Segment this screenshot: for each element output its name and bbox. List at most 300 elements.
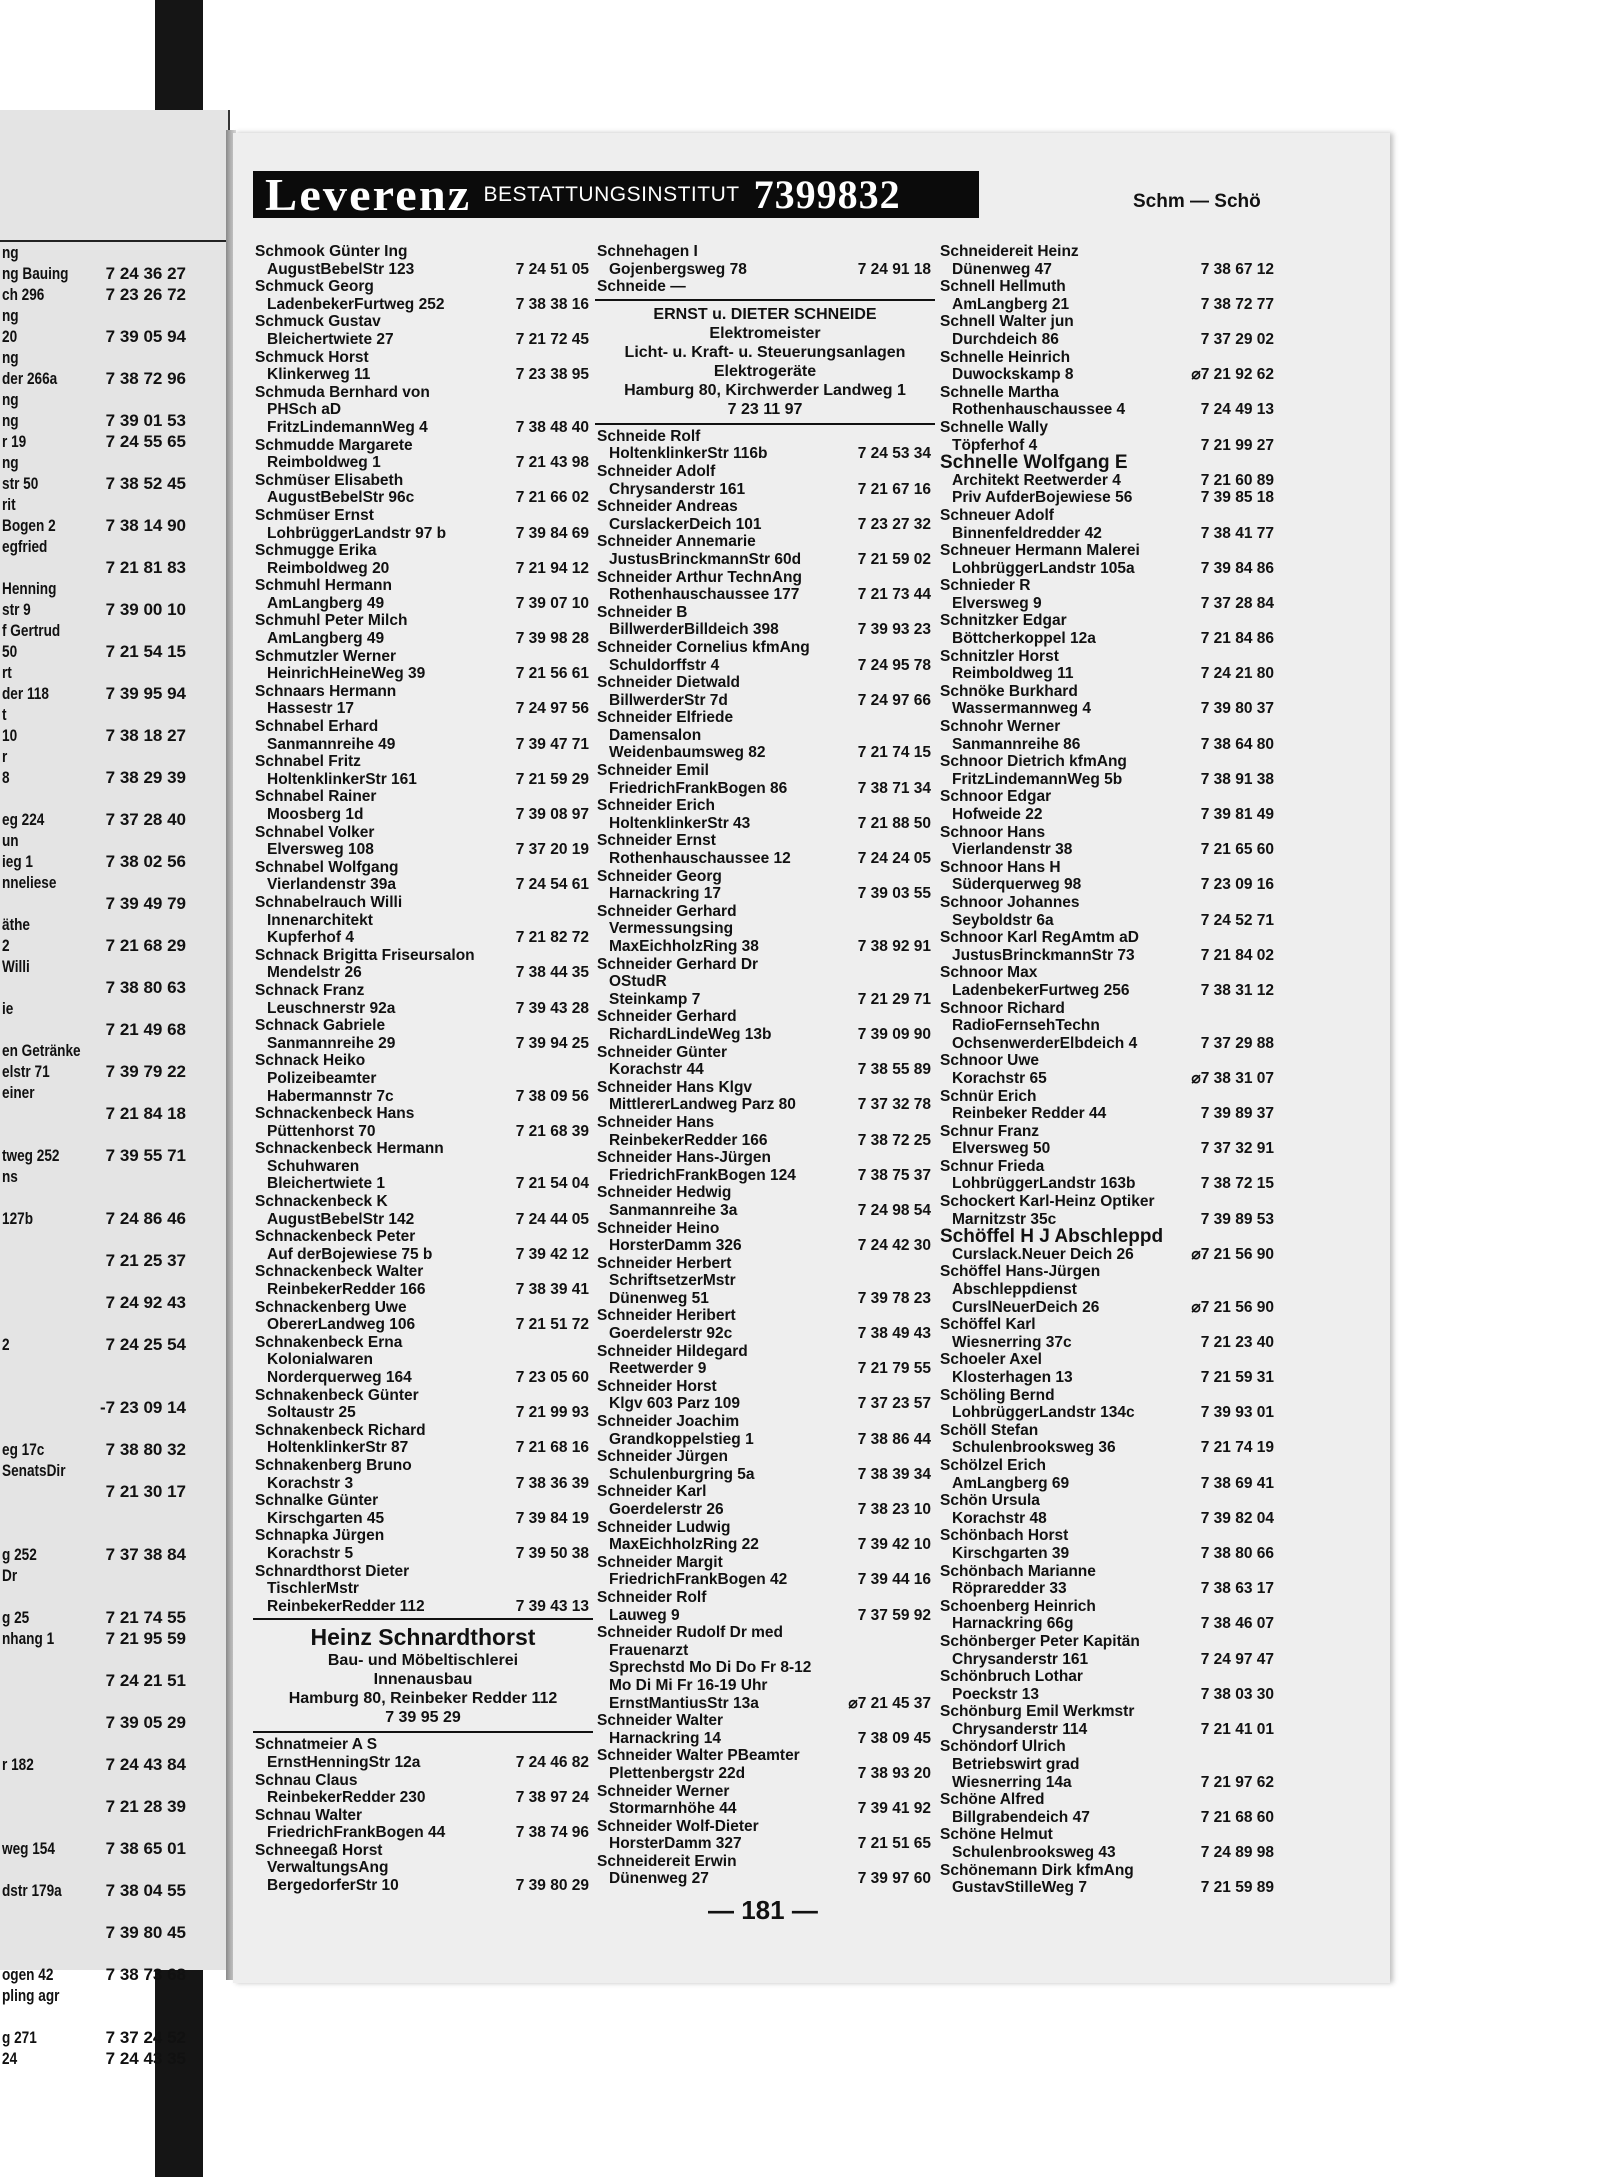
column-1 [253, 243, 593, 1895]
left-entry-phone: 7 21 25 37 [105, 1251, 186, 1270]
entry-name: Schnaars Hermann [255, 682, 397, 700]
directory-entry [253, 683, 593, 718]
left-entry-fragment: dstr 179a [2, 1881, 62, 1900]
directory-entry [938, 824, 1278, 859]
entry-detail: Elversweg 108 [267, 841, 374, 859]
entry-phone: 7 24 98 54 [857, 1201, 931, 1219]
entry-detail: AugustBebelStr 123 [267, 260, 415, 278]
directory-entry [253, 1193, 593, 1228]
directory-entry [253, 788, 593, 823]
right-page [233, 133, 1390, 1983]
entry-detail: Klinkerweg 11 [267, 366, 371, 384]
entry-phone: 7 39 03 55 [857, 885, 931, 903]
left-page-row [0, 1124, 220, 1146]
entry-detail: AugustBebelStr 96c [267, 489, 415, 507]
entry-name: Schölzel Erich [940, 1456, 1046, 1474]
entry-name: Schnitzker Edgar [940, 612, 1067, 630]
entry-phone: 7 39 44 16 [857, 1571, 931, 1589]
directory-entry [938, 313, 1278, 348]
left-page-row [0, 977, 220, 999]
entry-phone: 7 37 32 78 [857, 1096, 931, 1114]
directory-entry [253, 472, 593, 507]
entry-detail: HeinrichHeineWeg 39 [267, 665, 426, 683]
entry-phone: 7 21 59 89 [1200, 1879, 1274, 1897]
entry-name: Schneider Adolf [597, 462, 716, 480]
left-page-row [0, 1061, 220, 1083]
entry-detail: LadenbekerFurtweg 256 [952, 981, 1130, 999]
entry-phone: 7 39 82 04 [1200, 1509, 1274, 1527]
left-entry-fragment: g 252 [2, 1545, 37, 1564]
entry-phone: 7 21 79 55 [857, 1360, 931, 1378]
left-page-row [0, 1712, 220, 1734]
directory-entry [938, 1422, 1278, 1457]
entry-phone: 7 38 93 20 [857, 1764, 931, 1782]
entry-name: Schnalke Günter [255, 1492, 379, 1510]
left-page-row [0, 536, 220, 558]
left-entry-phone: 7 21 95 59 [105, 1629, 186, 1648]
left-page-row [0, 1376, 220, 1398]
left-entry-phone: 7 38 04 55 [105, 1881, 186, 1900]
entry-detail: ErnstHenningStr 12a [267, 1753, 421, 1771]
entry-name: Schneider Ernst [597, 832, 716, 850]
left-entry-phone: 7 21 84 18 [105, 1104, 186, 1123]
entry-detail: Chrysanderstr 161 [609, 480, 746, 498]
entry-name: Schneide — [597, 278, 686, 296]
entry-phone: 7 39 98 28 [515, 630, 589, 648]
entry-phone: 7 38 48 40 [515, 418, 589, 436]
entry-detail: ReinbekerRedder 230 [267, 1789, 426, 1807]
entry-detail: HorsterDamm 327 [609, 1835, 742, 1853]
left-page-row [0, 1691, 220, 1713]
entry-detail: Korachstr 44 [609, 1061, 704, 1079]
entry-detail: BillwerderStr 7d [609, 691, 728, 709]
left-entry-fragment: ng [2, 411, 19, 430]
left-entry-phone: 7 38 29 39 [105, 768, 186, 787]
directory-entry [253, 1842, 593, 1895]
entry-name: Schneider Cornelius kfmAng [597, 638, 810, 656]
entry-detail: HoltenklinkerStr 87 [267, 1439, 409, 1457]
entry-phone: 7 21 88 50 [857, 814, 931, 832]
directory-entry [253, 753, 593, 788]
column-2 [595, 243, 935, 1888]
entry-name: Schneuer Hermann Malerei [940, 542, 1140, 560]
entry-detail: Sanmannreihe 49 [267, 735, 396, 753]
entry-phone: 7 24 44 05 [515, 1210, 589, 1228]
left-page-row [0, 2027, 220, 2049]
directory-entry [938, 577, 1278, 612]
entry-detail: Klgv 603 Parz 109 [609, 1395, 740, 1413]
directory-entry [938, 1826, 1278, 1861]
entry-detail: FritzLindemannWeg 5b [952, 770, 1123, 788]
left-entry-fragment: str 50 [2, 474, 39, 493]
entry-phone: 7 38 91 38 [1200, 770, 1274, 788]
left-entry-phone: 7 24 43 35 [105, 2049, 186, 2068]
entry-name: Schneider Karl [597, 1483, 707, 1501]
left-entry-fragment: ng [2, 306, 19, 325]
left-entry-fragment: Bogen 2 [2, 516, 56, 535]
entry-phone: 7 38 72 77 [1200, 295, 1274, 313]
directory-entry [938, 718, 1278, 753]
directory-entry [595, 1343, 935, 1378]
left-page-row [0, 725, 220, 747]
left-entry-phone: 7 39 79 22 [105, 1062, 186, 1081]
left-entry-fragment: rt [2, 663, 12, 682]
left-page-row [0, 1586, 220, 1608]
left-page-row [0, 788, 220, 810]
entry-detail: MittlererLandweg Parz 80 [609, 1096, 796, 1114]
directory-entry [938, 243, 1278, 278]
directory-entry [253, 1492, 593, 1527]
left-page-row [0, 851, 220, 873]
entry-detail: Harnackring 14 [609, 1729, 721, 1747]
directory-entry [253, 349, 593, 384]
directory-entry [595, 797, 935, 832]
directory-entry [595, 639, 935, 674]
entry-name: Schnackenbeck K [255, 1193, 388, 1211]
left-entry-phone: 7 38 65 01 [105, 1839, 186, 1858]
banner-subtitle: BESTATTUNGSINSTITUT [483, 182, 740, 206]
entry-name: Schneider Andreas [597, 498, 738, 516]
ad-title: ERNST u. DIETER SCHNEIDE [653, 305, 877, 323]
running-head: Schm — Schö [1133, 191, 1261, 212]
entry-detail: Hassestr 17 [267, 700, 355, 718]
left-page-row [0, 1082, 220, 1104]
entry-detail: GustavStilleWeg 7 [952, 1879, 1087, 1897]
directory-entry [253, 1334, 593, 1387]
left-entry-phone: 7 38 73 68 [105, 1965, 186, 1984]
entry-name: Schöling Bernd [940, 1386, 1055, 1404]
banner-phone: 7399832 [753, 172, 901, 217]
directory-entry [938, 612, 1278, 647]
entry-detail: Frauenarzt [609, 1641, 689, 1659]
entry-phone: 7 21 73 44 [857, 586, 931, 604]
directory-entry [938, 929, 1278, 964]
entry-name: Schmutzler Werner [255, 647, 396, 665]
entry-name: Schnoor Uwe [940, 1052, 1040, 1070]
entry-detail: Wiesnerring 14a [952, 1773, 1072, 1791]
entry-name: Schnoor Johannes [940, 893, 1080, 911]
entry-phone: 7 38 75 37 [857, 1166, 931, 1184]
entry-phone: 7 38 39 34 [857, 1465, 931, 1483]
directory-entry [938, 384, 1278, 419]
left-entry-fragment: en Getränke [2, 1041, 81, 1060]
directory-entry [253, 1228, 593, 1263]
left-entry-fragment: r [2, 747, 8, 766]
left-entry-fragment: elstr 71 [2, 1062, 50, 1081]
left-page-row [0, 1334, 220, 1356]
directory-entry [253, 859, 593, 894]
entry-phone: 7 23 38 95 [515, 366, 589, 384]
ad-line: Elektromeister [709, 324, 821, 342]
left-entry-fragment: 2 [2, 936, 10, 955]
entry-detail: Polizeibeamter [267, 1069, 377, 1087]
directory-entry [595, 1220, 935, 1255]
directory-entry [253, 1017, 593, 1052]
entry-phone: 7 39 93 23 [857, 621, 931, 639]
entry-name: Schnabel Fritz [255, 753, 361, 771]
directory-entry [253, 542, 593, 577]
left-entry-fragment: Willi [2, 957, 30, 976]
entry-phone: 7 39 84 19 [515, 1509, 589, 1527]
ad-line: Licht- u. Kraft- u. Steuerungsanlagen [624, 343, 906, 361]
entry-name: Schneider Arthur TechnAng [597, 568, 802, 586]
left-entry-fragment: äthe [2, 915, 30, 934]
left-page-row [0, 683, 220, 705]
entry-name: Schönbach Marianne [940, 1562, 1096, 1580]
entry-name: Schnackenbeck Peter [255, 1228, 416, 1246]
entry-name: Schmuhl Peter Milch [255, 612, 408, 630]
directory-entry [595, 604, 935, 639]
column-1-entries-continued [253, 1736, 593, 1894]
entry-phone: 7 38 92 91 [857, 938, 931, 955]
entry-detail: FriedrichFrankBogen 42 [609, 1571, 788, 1589]
left-page-row [0, 767, 220, 789]
left-entry-fragment: r 19 [2, 432, 27, 451]
entry-phone: 7 24 54 61 [515, 876, 589, 894]
entry-detail: Goerdelerstr 92c [609, 1325, 733, 1343]
entry-name: Schnau Claus [255, 1771, 358, 1789]
directory-entry [595, 1184, 935, 1219]
entry-phone: 7 38 38 16 [515, 295, 589, 313]
entry-name: Schneider Gerhard [597, 902, 737, 920]
entry-phone: 7 21 84 02 [1200, 946, 1274, 964]
left-entry-fragment: str 9 [2, 600, 31, 619]
left-entry-phone: 7 21 54 15 [105, 642, 186, 661]
entry-detail: Wiesnerring 37c [952, 1333, 1072, 1351]
entry-phone: 7 39 80 29 [515, 1877, 589, 1895]
entry-detail: HorsterDamm 326 [609, 1237, 742, 1255]
entry-detail: Korachstr 65 [952, 1069, 1047, 1087]
entry-detail: Poeckstr 13 [952, 1685, 1040, 1703]
entry-phone: 7 38 41 77 [1200, 524, 1274, 542]
directory-entry [595, 762, 935, 797]
entry-detail: Elversweg 50 [952, 1140, 1051, 1158]
directory-entry [938, 859, 1278, 894]
entry-detail: Lauweg 9 [609, 1606, 680, 1624]
left-entry-fragment: egfried [2, 537, 48, 556]
column-2-entries-top [595, 243, 935, 296]
left-entry-fragment: f Gertrud [2, 621, 61, 640]
left-page-row [0, 557, 220, 579]
entry-name: Schnackenbeck Hans [255, 1105, 415, 1123]
entry-name: Schmuck Gustav [255, 313, 381, 331]
entry-name: Schnapka Jürgen [255, 1527, 385, 1545]
entry-phone: 7 24 46 82 [515, 1753, 589, 1771]
directory-entry [253, 1422, 593, 1457]
left-page-row [0, 1859, 220, 1881]
entry-name: Schmuhl Hermann [255, 577, 392, 595]
entry-name: Schneuer Adolf [940, 506, 1054, 524]
left-entry-fragment: t [2, 705, 7, 724]
directory-entry [253, 1807, 593, 1842]
directory-entry [938, 278, 1278, 313]
left-entry-fragment: ng [2, 348, 19, 367]
directory-entry [253, 648, 593, 683]
left-page-row [0, 1145, 220, 1167]
entry-name: Curslack.Neuer Deich 26 [952, 1245, 1134, 1263]
entry-name: Schmüser Elisabeth [255, 471, 404, 489]
entry-detail: Mo Di Mi Fr 16-19 Uhr [609, 1676, 768, 1694]
left-page-row [0, 1019, 220, 1041]
directory-entry [938, 1316, 1278, 1351]
entry-detail: Schulenbrooksweg 43 [952, 1844, 1116, 1862]
entry-detail: ReinbekerRedder 112 [267, 1597, 425, 1615]
entry-detail: Bleichertwiete 27 [267, 330, 394, 348]
entry-name: Schnabel Volker [255, 823, 375, 841]
directory-entry [595, 278, 935, 296]
entry-name: Schöne Alfred [940, 1791, 1045, 1809]
schnardthorst-ad [253, 1618, 593, 1733]
left-page-row [0, 1649, 220, 1671]
entry-name: Schnell Walter jun [940, 313, 1074, 331]
left-entry-fragment: SenatsDir [2, 1461, 66, 1480]
directory-entry [253, 1527, 593, 1562]
directory-entry [938, 1246, 1278, 1264]
entry-name: Schneider Erich [597, 797, 716, 815]
left-page-row [0, 1565, 220, 1587]
directory-entry [938, 1263, 1278, 1316]
entry-detail: CurslackerDeich 101 [609, 515, 762, 533]
entry-name: Schöne Helmut [940, 1826, 1053, 1844]
directory-entry [595, 498, 935, 533]
left-page-row [0, 2048, 220, 2070]
entry-phone: 7 38 80 66 [1200, 1544, 1274, 1562]
entry-phone: 7 38 03 30 [1200, 1685, 1274, 1703]
entry-name: Schnieder R [940, 577, 1031, 595]
ad-line: Innenausbau [373, 1671, 473, 1689]
left-page-row [0, 1523, 220, 1545]
entry-detail: ReinbekerRedder 166 [609, 1131, 768, 1149]
directory-entry [938, 648, 1278, 683]
entry-detail: Soltaustr 25 [267, 1404, 356, 1422]
entry-detail: JustusBrinckmannStr 60d [609, 550, 802, 568]
directory-entry [595, 832, 935, 867]
entry-detail: Kirschgarten 45 [267, 1509, 385, 1527]
entry-phone: 7 39 84 86 [1200, 559, 1274, 577]
directory-entry [595, 1378, 935, 1413]
entry-phone: 7 39 89 53 [1200, 1210, 1274, 1228]
entry-detail: Weidenbaumsweg 82 [609, 744, 766, 762]
entry-name: Schöndorf Ulrich [940, 1738, 1066, 1756]
entry-phone: 7 23 09 16 [1200, 876, 1274, 894]
entry-name: Schneider Heribert [597, 1307, 736, 1325]
entry-phone: 7 21 59 31 [1200, 1369, 1274, 1386]
entry-name: Schmuck Horst [255, 348, 369, 366]
entry-phone: 7 21 99 27 [1200, 436, 1274, 454]
entry-name: Schnur Frieda [940, 1157, 1045, 1175]
entry-phone: 7 39 50 38 [515, 1544, 589, 1562]
entry-name: Schneider Gerhard Dr [597, 955, 759, 973]
directory-entry [595, 1554, 935, 1589]
left-page-row [0, 1439, 220, 1461]
entry-name: Schnau Walter [255, 1806, 363, 1824]
entry-detail: Wassermannweg 4 [952, 700, 1091, 718]
entry-name: Schnehagen I [597, 243, 698, 260]
entry-phone: 7 37 29 88 [1200, 1034, 1274, 1052]
entry-phone: 7 24 49 13 [1200, 401, 1274, 419]
entry-phone: 7 39 09 90 [857, 1025, 931, 1043]
directory-entry [938, 1598, 1278, 1633]
entry-detail: Schulenburgring 5a [609, 1465, 755, 1483]
entry-detail: Reimboldweg 20 [267, 559, 390, 577]
entry-detail: Rothenhauschaussee 4 [952, 401, 1126, 419]
entry-name: Schön Ursula [940, 1492, 1040, 1510]
left-page-row [0, 431, 220, 453]
entry-phone: 7 21 51 65 [857, 1835, 931, 1853]
entry-detail: Rothenhauschaussee 12 [609, 850, 791, 868]
directory-entry [253, 1772, 593, 1807]
entry-name: Schneider Wolf-Dieter [597, 1817, 759, 1835]
entry-phone: 7 24 52 71 [1200, 911, 1274, 929]
entry-detail: Damensalon [609, 726, 702, 744]
entry-name: Schockert Karl-Heinz Optiker [940, 1193, 1155, 1211]
left-page-row [0, 1922, 220, 1944]
entry-phone: 7 24 97 56 [515, 700, 589, 718]
left-entry-fragment: eg 224 [2, 810, 45, 829]
entry-detail: Kupferhof 4 [267, 929, 354, 947]
entry-phone: 7 38 09 45 [857, 1729, 931, 1747]
entry-phone: 7 21 74 19 [1200, 1439, 1274, 1457]
entry-name: Schönemann Dirk kfmAng [940, 1861, 1134, 1879]
left-page-row [0, 242, 220, 264]
left-page-row [0, 641, 220, 663]
left-entry-fragment: 24 [2, 2049, 18, 2068]
directory-entry [595, 1044, 935, 1079]
entry-detail: Rothenhauschaussee 177 [609, 586, 800, 604]
entry-phone: 7 38 31 12 [1200, 981, 1274, 999]
left-page-row [0, 263, 220, 285]
left-page-row [0, 1502, 220, 1524]
entry-detail: HoltenklinkerStr 161 [267, 770, 417, 788]
directory-entry [595, 1624, 935, 1712]
left-entry-phone: 7 39 00 10 [105, 600, 186, 619]
directory-entry [253, 824, 593, 859]
entry-detail: Dünenweg 27 [609, 1870, 709, 1888]
directory-entry [938, 1158, 1278, 1193]
entry-detail: Moosberg 1d [267, 806, 364, 823]
directory-entry [253, 1105, 593, 1140]
left-page-row [0, 914, 220, 936]
entry-detail: Norderquerweg 164 [267, 1369, 412, 1386]
entry-detail: VerwaltungsAng [267, 1859, 389, 1877]
directory-entry [253, 1563, 593, 1616]
entry-phone: 7 21 41 01 [1200, 1720, 1274, 1738]
entry-name: Schneegaß Horst [255, 1841, 383, 1859]
directory-entry [595, 1413, 935, 1448]
entry-detail: HoltenklinkerStr 116b [609, 445, 768, 463]
entry-name: Schnoor Richard [940, 999, 1065, 1017]
left-entry-fragment: 50 [2, 642, 18, 661]
ad-line: Elektrogeräte [713, 362, 817, 380]
left-page-row [0, 452, 220, 474]
left-page-row [0, 347, 220, 369]
directory-entry [938, 472, 1278, 490]
entry-detail: Korachstr 3 [267, 1474, 354, 1492]
left-entry-fragment: nneliese [2, 873, 57, 892]
entry-detail: Auf derBojewiese 75 b [267, 1245, 433, 1263]
directory-entry [595, 569, 935, 604]
entry-detail: AmLangberg 49 [267, 594, 385, 612]
left-page-row [0, 1670, 220, 1692]
directory-entry [938, 753, 1278, 788]
left-entry-fragment: 127b [2, 1209, 33, 1228]
left-page-row [0, 410, 220, 432]
entry-name: Schnoor Hans H [940, 858, 1061, 876]
entry-name: Schneidereit Erwin [597, 1852, 737, 1870]
entry-detail: Marnitzstr 35c [952, 1210, 1057, 1228]
entry-detail: Püttenhorst 70 [267, 1122, 376, 1140]
directory-entry [595, 1079, 935, 1114]
